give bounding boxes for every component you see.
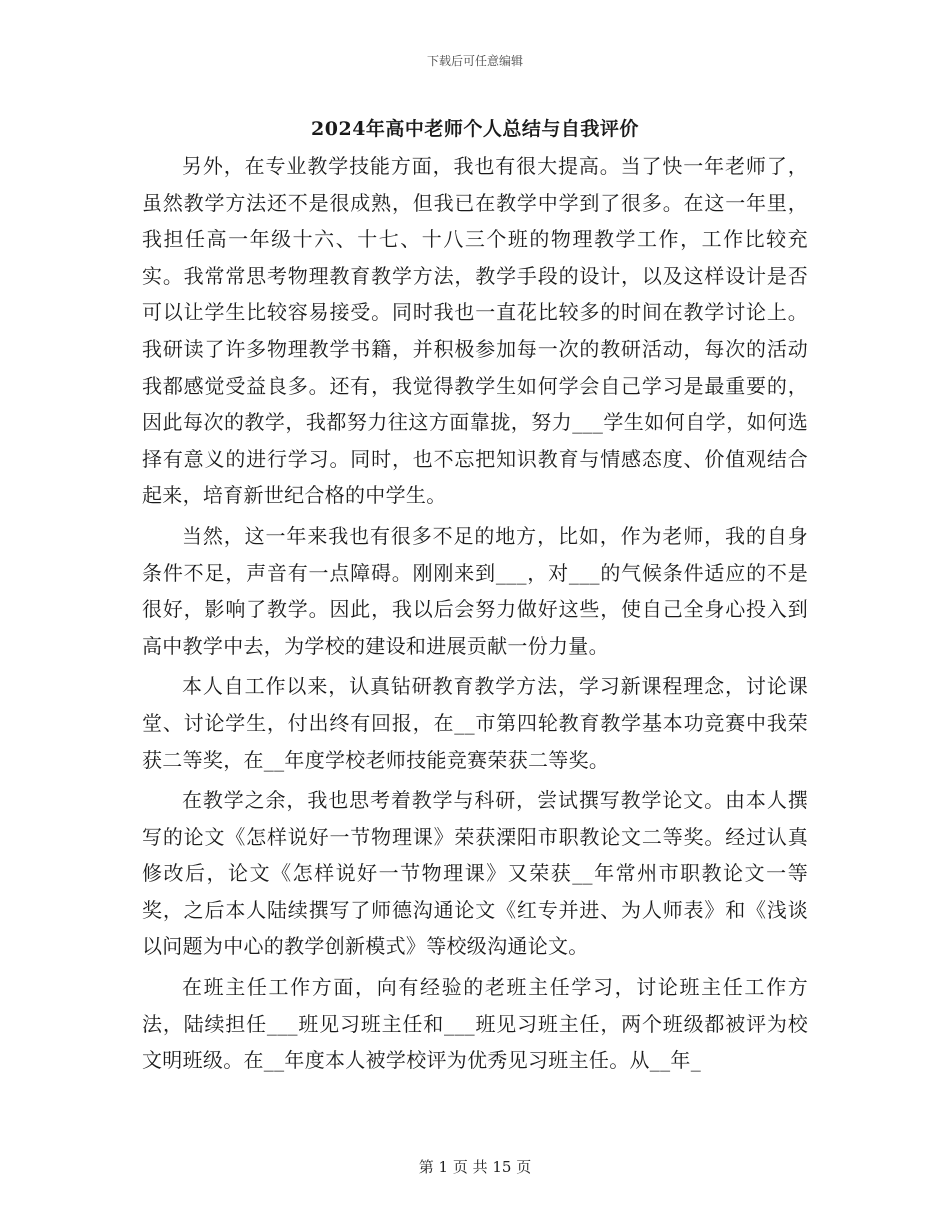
paragraph: 本人自工作以来，认真钻研教育教学方法，学习新课程理念，讨论课堂、讨论学生，付出终有回报，在__市第四轮教育教学基本功竞赛中我荣获二等奖，在__年度学校老师技能竞赛荣获二等奖。 [142,674,808,772]
paragraph: 另外，在专业教学技能方面，我也有很大提高。当了快一年老师了，虽然教学方法还不是很成熟，但我已在教学中学到了很多。在这一年里，我担任高一年级十六、十七、十八三个班的物理教学工作，工作比较充实。我常常思考物理教育教学方法，教学手段的设计，以及这样设计是否可以让学生比较容易接受。同时我也一直花比较多的时间在教学讨论上。我研读了许多物理教学书籍，并积极参加每一次的教研活动，每次的活动我都感觉受益良多。还有，我觉得教学生如何学会自己学习是最重要的，因此每次的教学，我都努力往这方面靠拢，努力___学生如何自学，如何选择有意义的进行学习。同时，也不忘把知识教育与情感态度、价值观结合起来，培育新世纪合格的中学生。 [142,154,808,508]
document-body [142,148,808,1079]
page-indicator: 第 1 页 共 15 页 [418,1158,532,1176]
download-note: 下载后可任意编辑 [426,54,523,68]
paragraph: 在班主任工作方面，向有经验的老班主任学习，讨论班主任工作方法，陆续担任___班见习班主任和___班见习班主任，两个班级都被评为校文明班级。在__年度本人被学校评为优秀见习班主任。从__年_ [142,975,808,1073]
document-title: 2024年高中老师个人总结与自我评价 [311,118,639,140]
paragraph: 在教学之余，我也思考着教学与科研，尝试撰写教学论文。由本人撰写的论文《怎样说好一节物理课》荣获溧阳市职教论文二等奖。经过认真修改后，论文《怎样说好一节物理课》又荣获__年常州市职教论文一等奖，之后本人陆续撰写了师德沟通论文《红专并进、为人师表》和《浅谈以问题为中心的教学创新模式》等校级沟通论文。 [142,788,808,959]
paragraph: 当然，这一年来我也有很多不足的地方，比如，作为老师，我的自身条件不足，声音有一点障碍。刚刚来到___，对___的气候条件适应的不是很好，影响了教学。因此，我以后会努力做好这些，使自己全身心投入到高中教学中去，为学校的建设和进展贡献一份力量。 [142,523,808,658]
